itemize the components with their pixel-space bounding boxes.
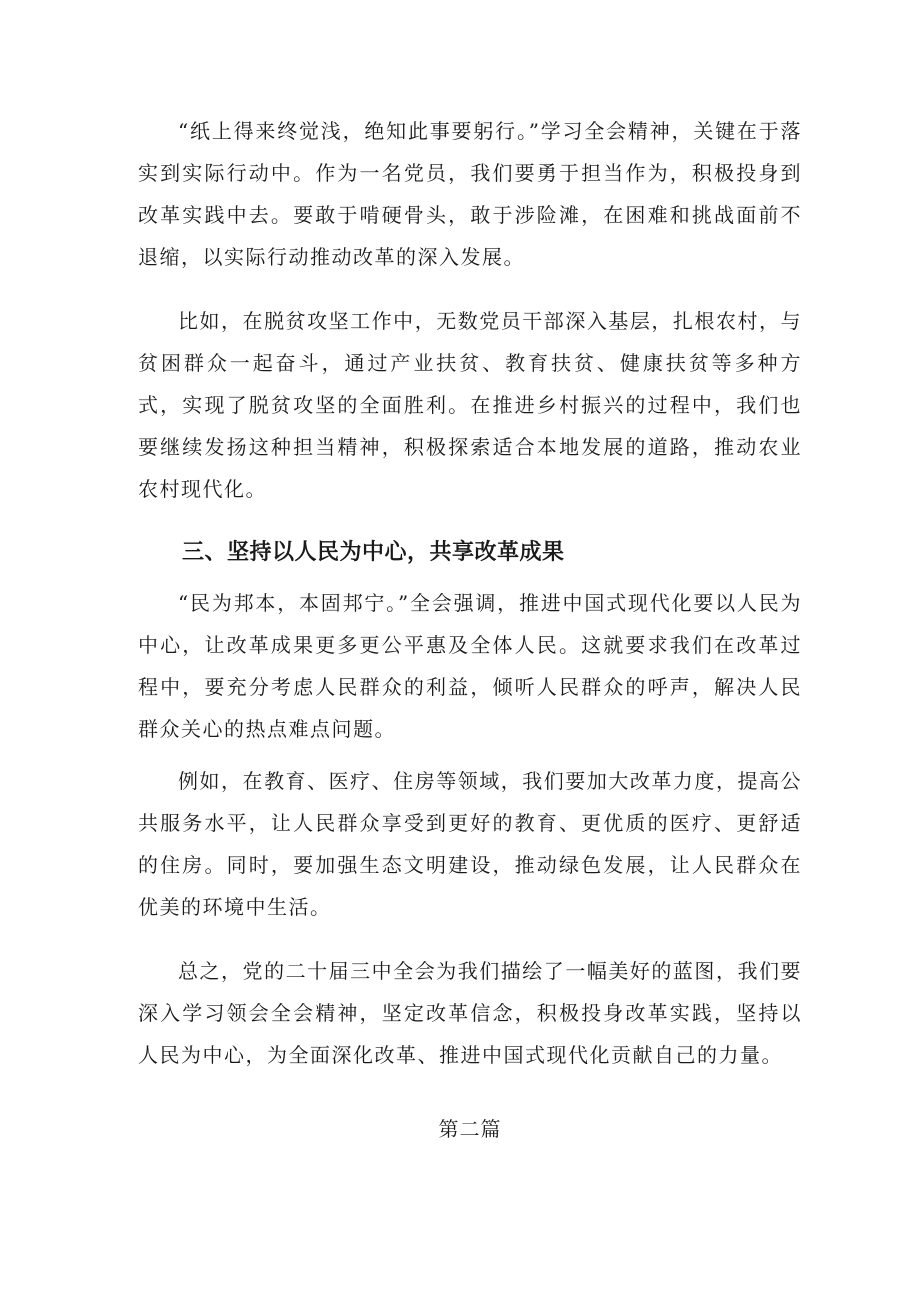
paragraph-public-services-example: 例如，在教育、医疗、住房等领域，我们要加大改革力度，提高公共服务水平，让人民群众享受到更好的教育、更优质的医疗、更舒适的住房。同时，要加强生态文明建设，推动绿色发展，让人民群众在优美的环境中生活。 <box>138 769 802 919</box>
section-heading: 三、坚持以人民为中心，共享改革成果 <box>182 540 565 565</box>
chapter-label: 第二篇 <box>438 1117 502 1141</box>
paragraph-people-centered: “民为邦本，本固邦宁。”全会强调，推进中国式现代化要以人民为中心，让改革成果更多更公平惠及全体人民。这就要求我们在改革过程中，要充分考虑人民群众的利益，倾听人民群众的呼声，解决人民群众关心的热点难点问题。 <box>138 591 802 741</box>
document-body <box>138 110 802 1150</box>
paragraph-practice: “纸上得来终觉浅，绝知此事要躬行。”学习全会精神，关键在于落实到实际行动中。作为一名党员，我们要勇于担当作为，积极投身到改革实践中去。要敢于啃硬骨头，敢于涉险滩，在困难和挑战面前不退缩，以实际行动推动改革的深入发展。 <box>138 119 802 269</box>
paragraph-conclusion: 总之，党的二十届三中全会为我们描绘了一幅美好的蓝图，我们要深入学习领会全会精神，坚定改革信念，积极投身改革实践，坚持以人民为中心，为全面深化改革、推进中国式现代化贡献自己的力量。 <box>138 959 802 1067</box>
paragraph-poverty-example: 比如，在脱贫攻坚工作中，无数党员干部深入基层，扎根农村，与贫困群众一起奋斗，通过产业扶贫、教育扶贫、健康扶贫等多种方式，实现了脱贫攻坚的全面胜利。在推进乡村振兴的过程中，我们也要继续发扬这种担当精神，积极探索适合本地发展的道路，推动农业农村现代化。 <box>138 309 802 501</box>
